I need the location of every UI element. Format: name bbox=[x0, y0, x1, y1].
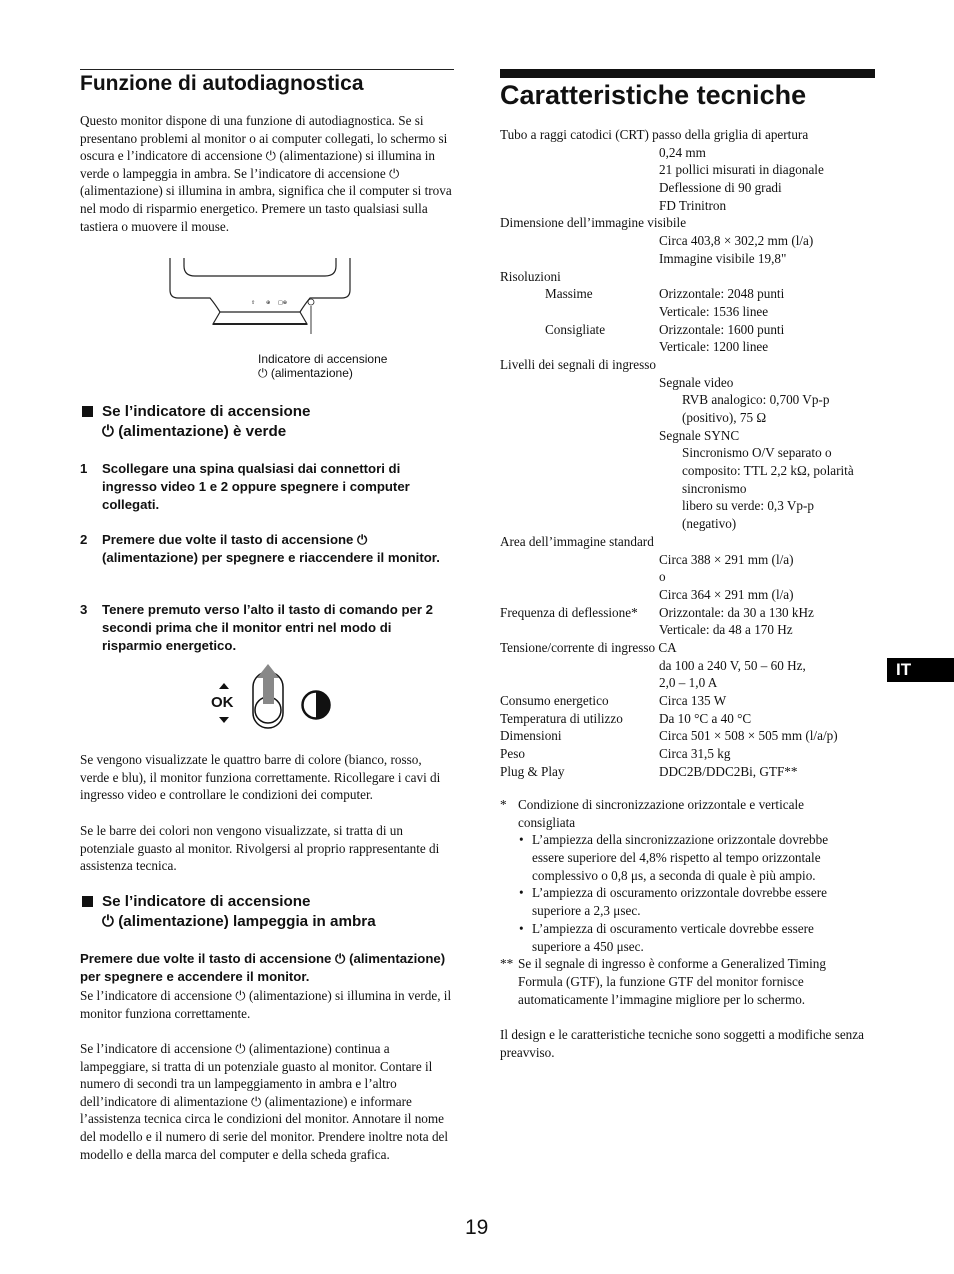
spec-value: Immagine visibile 19,8" bbox=[659, 250, 787, 266]
bullet-text: superiore a 2,3 μsec. bbox=[532, 903, 641, 919]
footnote-text: consigliata bbox=[518, 814, 576, 830]
spec-value: (negativo) bbox=[682, 516, 737, 532]
closing-note: Il design e le caratteristiche tecniche sono soggetti a modifiche senza preavviso. bbox=[500, 1027, 864, 1060]
spec-value: Circa 135 W bbox=[659, 693, 727, 708]
spec-value: 2,0 – 1,0 A bbox=[659, 675, 718, 691]
spec-label: Temperatura di utilizzo bbox=[500, 710, 623, 726]
step-text: Premere due volte il tasto di accensione ⏻ (alimentazione) per spegnere e riaccendere il monitor. bbox=[102, 532, 440, 565]
footnote-text: Formula (GTF), la funzione GTF del monitor fornisce bbox=[518, 973, 804, 989]
step-number: 3 bbox=[80, 602, 88, 617]
section-title-autodiagnostica: Funzione di autodiagnostica bbox=[80, 72, 364, 95]
spec-value: RVB analogico: 0,700 Vp-p bbox=[682, 392, 830, 408]
spec-label-image-area: Area dell’immagine standard bbox=[500, 533, 654, 549]
spec-value: da 100 a 240 V, 50 – 60 Hz, bbox=[659, 657, 806, 673]
svg-text:□⊕: □⊕ bbox=[278, 300, 287, 306]
intro-paragraph: Questo monitor dispone di una funzione di autodiagnostica. Se si presentano problemi al monitor o ai computer collegati, lo schermo si oscura e l’indicatore di accensione ⏻ (alimentazione) si illumina in verde o lampeggia in ambra. Se l’indicatore di accensione ⏻ (alimentazione) si illumina in ambra, significa che il computer si trova nel modo di risparmio energetico. Premere un tasto qualsiasi sulla tastiera o muovere il mouse. bbox=[80, 113, 452, 234]
subsection-title-amber-line2: ⏻ (alimentazione) lampeggia in ambra bbox=[102, 913, 376, 930]
spec-value: Circa 501 × 508 × 505 mm (l/a/p) bbox=[659, 728, 838, 744]
bullet-text: superiore a 450 μsec. bbox=[532, 938, 644, 954]
bullet-dot: • bbox=[519, 920, 524, 936]
svg-text:⊕: ⊕ bbox=[266, 300, 271, 306]
spec-value: DDC2B/DDC2Bi, GTF** bbox=[659, 763, 798, 779]
footnotes bbox=[500, 796, 880, 1008]
language-tab bbox=[887, 658, 954, 682]
bullet-text: L’ampiezza di oscuramento orizzontale dovrebbe essere bbox=[532, 885, 827, 901]
spec-value: 0,24 mm bbox=[659, 144, 706, 160]
specifications-list bbox=[500, 126, 880, 780]
spec-value: Verticale: 1200 linee bbox=[659, 339, 769, 355]
paragraph-green-ok: Se l’indicatore di accensione ⏻ (alimentazione) si illumina in verde, il monitor funziona correttamente. bbox=[80, 988, 452, 1021]
right-title-rule bbox=[500, 69, 875, 78]
spec-value: sincronismo bbox=[682, 480, 747, 496]
spec-label-ac-input: Tensione/corrente di ingresso CA bbox=[500, 639, 677, 655]
footnote-marker: * bbox=[500, 797, 507, 812]
step-number: 2 bbox=[80, 532, 88, 547]
language-tab-label: IT bbox=[896, 660, 912, 679]
bullet-text: complessivo o 0,8 μs, a seconda di quale è più ampio. bbox=[532, 867, 816, 883]
paragraph-bars-missing: Se le barre dei colori non vengono visualizzate, si tratta di un potenziale guasto al monitor. Rivolgersi al proprio rappresentante di assistenza tecnica. bbox=[80, 823, 440, 874]
figure-caption-line1: Indicatore di accensione bbox=[258, 352, 388, 366]
step-text: Tenere premuto verso l’alto il tasto di comando per 2 secondi prima che il monitor entri nel modo di risparmio energetico. bbox=[102, 602, 433, 653]
spec-value: composito: TTL 2,2 kΩ, polarità bbox=[682, 463, 854, 479]
spec-label-crt: Tubo a raggi catodici (CRT) passo della griglia di apertura bbox=[500, 127, 809, 142]
spec-value: Orizzontale: 2048 punti bbox=[659, 286, 785, 302]
bullet-text: L’ampiezza di oscuramento verticale dovrebbe essere bbox=[532, 920, 814, 936]
spec-value: Verticale: da 48 a 170 Hz bbox=[659, 622, 793, 638]
ok-label: OK bbox=[211, 694, 234, 711]
spec-value: Orizzontale: 1600 punti bbox=[659, 321, 785, 337]
spec-label: Dimensioni bbox=[500, 728, 562, 744]
footnote-text: automaticamente l’immagine migliore per lo schermo. bbox=[518, 991, 806, 1007]
spec-value: FD Trinitron bbox=[659, 197, 727, 213]
spec-value: Circa 403,8 × 302,2 mm (l/a) bbox=[659, 233, 814, 249]
spec-value: Da 10 °C a 40 °C bbox=[659, 710, 752, 726]
bold-instruction: Premere due volte il tasto di accensione ⏻ (alimentazione) per spegnere e accendere il monitor. bbox=[80, 951, 446, 984]
spec-value: Deflessione di 90 gradi bbox=[659, 180, 782, 196]
section-bullet-square bbox=[82, 896, 93, 907]
footnote-text: Se il segnale di ingresso è conforme a Generalized Timing bbox=[518, 956, 826, 972]
subsection-title-green-line2: ⏻ (alimentazione) è verde bbox=[102, 423, 287, 440]
spec-label-input-signal: Livelli dei segnali di ingresso bbox=[500, 356, 657, 372]
left-title-rule bbox=[80, 69, 454, 70]
spec-value: Circa 388 × 291 mm (l/a) bbox=[659, 551, 794, 567]
spec-sublabel-sync: Segnale SYNC bbox=[659, 427, 740, 443]
spec-label-frequency: Frequenza di deflessione* bbox=[500, 604, 638, 620]
section-title-specifications: Caratteristiche tecniche bbox=[500, 80, 807, 110]
step-number: 1 bbox=[80, 461, 88, 476]
step-text: Scollegare una spina qualsiasi dai connettori di ingresso video 1 e 2 oppure spegnere i computer collegati. bbox=[102, 461, 410, 512]
subsection-title-amber-line1: Se l’indicatore di accensione bbox=[102, 893, 311, 910]
spec-label: Plug & Play bbox=[500, 763, 565, 779]
section-bullet-square bbox=[82, 406, 93, 417]
spec-value: 21 pollici misurati in diagonale bbox=[659, 162, 824, 178]
spec-value: Circa 364 × 291 mm (l/a) bbox=[659, 586, 794, 602]
spec-value: (positivo), 75 Ω bbox=[682, 410, 767, 425]
spec-label-viewable: Dimensione dell’immagine visibile bbox=[500, 215, 687, 231]
spec-label-resolution: Risoluzioni bbox=[500, 268, 561, 284]
spec-value: o bbox=[659, 569, 666, 585]
spec-value: Circa 31,5 kg bbox=[659, 746, 731, 762]
spec-label: Consumo energetico bbox=[500, 693, 609, 708]
bullet-text: essere superiore del 4,8% rispetto al tempo orizzontale bbox=[532, 850, 821, 866]
subsection-title-green-line1: Se l’indicatore di accensione bbox=[102, 403, 311, 420]
spec-sublabel-max: Massime bbox=[545, 286, 593, 302]
spec-value: libero su verde: 0,3 Vp-p bbox=[682, 498, 814, 514]
spec-label: Peso bbox=[500, 746, 525, 762]
svg-text:⇧: ⇧ bbox=[251, 300, 256, 306]
footnote-text: Condizione di sincronizzazione orizzontale e verticale bbox=[518, 797, 804, 812]
spec-sublabel-recommended: Consigliate bbox=[545, 321, 606, 337]
spec-value: Verticale: 1536 linee bbox=[659, 303, 769, 319]
figure-caption-line2: ⏻ (alimentazione) bbox=[258, 366, 353, 380]
spec-value: Sincronismo O/V separato o bbox=[682, 445, 832, 461]
monitor-front-illustration bbox=[165, 254, 355, 334]
bullet-text: L’ampiezza della sincronizzazione orizzontale dovrebbe bbox=[532, 832, 829, 848]
paragraph-blinking: Se l’indicatore di accensione ⏻ (alimentazione) continua a lampeggiare, si tratta di un potenziale guasto al monitor. Contare il numero di secondi tra un lampeggiamento in ambra e l’altro dell’indicatore di alimentazione ⏻ (alimentazione) e informare l’assistenza tecnica circa le condizioni del monitor. Annotare il nome del modello e il numero di serie del monitor. Prendere inoltre nota del modello e della marca del computer e della scheda grafica. bbox=[80, 1041, 449, 1162]
page-number: 19 bbox=[465, 1216, 489, 1239]
bullet-dot: • bbox=[519, 885, 524, 901]
paragraph-bars-ok: Se vengono visualizzate le quattro barre di colore (bianco, rosso, verde e blu), il monitor funziona correttamente. Ricollegare i cavi di ingresso video e controllare le condizioni dei computer. bbox=[80, 752, 441, 803]
footnote-marker: ** bbox=[500, 956, 514, 972]
spec-sublabel-video: Segnale video bbox=[659, 374, 734, 390]
bullet-dot: • bbox=[519, 832, 524, 848]
spec-value: Orizzontale: da 30 a 130 kHz bbox=[659, 604, 814, 620]
